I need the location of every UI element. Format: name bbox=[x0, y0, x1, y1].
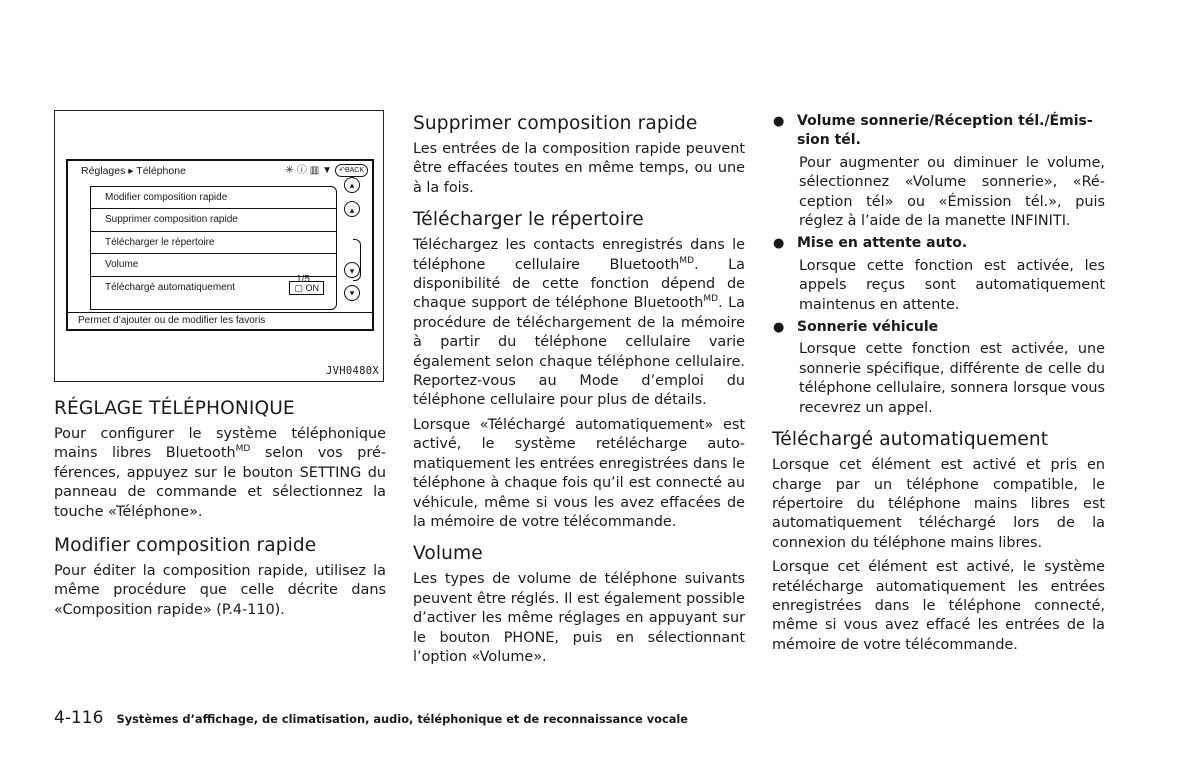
screen-breadcrumb: Réglages ▸ Téléphone bbox=[81, 165, 186, 177]
superscript: MD bbox=[703, 294, 719, 305]
bullet-text: Pour augmenter ou diminuer le volume, sélectionnez «Volume sonnerie», «Réception tél» ou «Émission tél.», puis réglez à l’aide de la manette INFINITI. bbox=[799, 154, 1105, 230]
paragraph-telecharger bbox=[413, 236, 745, 411]
menu-item-volume[interactable]: Volume bbox=[91, 254, 336, 276]
superscript: MD bbox=[679, 255, 695, 266]
bullet-text: Lorsque cette fonction est activée, les appels reçus sont automatiquement maintenus en attente. bbox=[799, 257, 1105, 313]
bullet-dot-icon: ● bbox=[773, 236, 785, 252]
text-run: Téléchargez les contacts enregistrés dans le téléphone cellulaire Bluetooth bbox=[413, 237, 745, 273]
paragraph-volume: Les types de volume de téléphone suivants peuvent être réglés. Il est également possible d’activer les même réglages en appuyant sur le bouton PHONE, puis en sélectionnant l’option «Volume». bbox=[413, 571, 745, 665]
section-heading-reglage: RÉGLAGE TÉLÉPHONIQUE bbox=[54, 398, 295, 419]
subheading-modifier: Modifier composition rapide bbox=[54, 535, 317, 557]
paragraph-auto-2: Lorsque cet élément est activé, le système retélécharge automatiquement les entrées enregistrées dans le téléphone connecté, même si vous avez effacé les entrées de la mémoire de votre télécommande. bbox=[772, 559, 1105, 653]
subheading-volume: Volume bbox=[413, 543, 483, 565]
paragraph-auto-1: Lorsque cet élément est activé et pris en charge par un téléphone compatible, le répertoire du téléphone mains libres est automatiquement téléchargé lors de la connexion du téléphone mains libres. bbox=[772, 457, 1105, 551]
column-1 bbox=[54, 397, 386, 620]
scroll-up-button[interactable] bbox=[344, 201, 360, 217]
battery-icon: ▥ bbox=[309, 164, 320, 176]
bullet-text: Lorsque cette fonction est activée, une sonnerie spécifique, différente de celle du téléphone cellulaire, sonnera lorsque vous recevrez un appel. bbox=[799, 341, 1105, 416]
chapter-title: Systèmes d’affichage, de climatisation, audio, téléphonique et de reconnaissance vocale bbox=[116, 712, 689, 726]
checkbox-icon: ▢ bbox=[294, 282, 303, 293]
down-arrow-icon: ▾ bbox=[349, 266, 355, 276]
screen-hint: Permet d’ajouter ou de modifier les favoris bbox=[68, 312, 372, 329]
menu-item-telecharger[interactable]: Télécharger le répertoire bbox=[91, 232, 336, 254]
scroll-down-button[interactable] bbox=[344, 262, 360, 278]
subheading-supprimer: Supprimer composition rapide bbox=[413, 113, 698, 134]
bullet-dot-icon: ● bbox=[773, 320, 785, 336]
page-footer bbox=[54, 708, 688, 728]
menu-item-modifier[interactable]: Modifier composition rapide bbox=[91, 187, 336, 209]
screen-illustration bbox=[54, 110, 384, 382]
back-arrow-icon: ↶ bbox=[339, 167, 345, 174]
double-down-icon: ⯆ bbox=[348, 289, 356, 299]
menu-item-label: Téléchargé automatiquement bbox=[105, 281, 236, 293]
text-run: . La procédure de téléchargement de la mémoire à partir du téléphone cellulaire varie également selon chaque téléphone cellulaire. Reportez-vous au Mode d’emploi du téléphone cellulaire pour plus de détails. bbox=[413, 295, 745, 409]
phone-status-icon: ⓘ bbox=[296, 164, 307, 176]
column-2 bbox=[413, 112, 745, 667]
scroll-bottom-button[interactable] bbox=[344, 285, 360, 301]
bluetooth-icon: ✳ bbox=[285, 164, 294, 176]
status-icons bbox=[285, 164, 368, 177]
superscript: MD bbox=[235, 444, 251, 455]
text-run: Pour configurer le système téléphonique mains libres Bluetooth bbox=[54, 426, 386, 462]
screen-top-bar bbox=[68, 161, 372, 181]
paragraph-supprimer: Les entrées de la composition rapide peuvent être effacées toutes en même temps, ou une à la fois. bbox=[413, 141, 745, 196]
display-screen bbox=[66, 159, 374, 331]
signal-icon: ▼ bbox=[322, 164, 333, 176]
column-3 bbox=[772, 112, 1105, 655]
bullet-title: Mise en attente auto. bbox=[797, 235, 968, 252]
bullet-volume-sonnerie bbox=[772, 112, 1105, 151]
toggle-label: ON bbox=[305, 282, 319, 293]
figure-code: JVH0480X bbox=[326, 365, 379, 377]
scroll-top-button[interactable] bbox=[344, 177, 360, 193]
up-arrow-icon: ▴ bbox=[349, 205, 355, 215]
subheading-telecharger: Télécharger le répertoire bbox=[413, 209, 644, 231]
back-button[interactable] bbox=[335, 164, 368, 177]
paragraph-reglage bbox=[54, 425, 386, 522]
back-label: BACK bbox=[344, 167, 364, 174]
paragraph-telecharger-auto: Lorsque «Téléchargé automatiquement» est activé, le système retélécharge automatiquement les entrées enregistrées dans le téléphone à chaque fois qu’il est connecté au véhicule, même si vous les avez effacées de la mémoire de votre télécommande. bbox=[413, 416, 745, 530]
bullet-mise-en-attente bbox=[772, 234, 1105, 253]
bullet-title: Volume sonnerie/Réception tél./Émission tél. bbox=[797, 113, 1093, 149]
bullet-title: Sonnerie véhicule bbox=[797, 319, 939, 336]
menu-item-supprimer[interactable]: Supprimer composition rapide bbox=[91, 209, 336, 231]
paragraph-modifier: Pour éditer la composition rapide, utilisez la même procédure que celle décrite dans «Composition rapide» (P.4-110). bbox=[54, 563, 386, 618]
bullet-dot-icon: ● bbox=[773, 114, 785, 129]
page-number: 4-116 bbox=[54, 708, 104, 728]
bullet-sonnerie-vehicule bbox=[772, 318, 1105, 337]
page-indicator: 1/5 bbox=[296, 274, 310, 285]
double-up-icon: ⯅ bbox=[348, 181, 356, 191]
subheading-auto-download: Téléchargé automatiquement bbox=[772, 429, 1049, 451]
text-run: . La disponibilité de cette fonction dépend de chaque support de téléphone Bluetooth bbox=[413, 256, 745, 312]
text-run: selon vos préférences, appuyez sur le bouton SETTING du panneau de commande et sélectionnez la touche «Téléphone». bbox=[54, 445, 387, 520]
settings-menu bbox=[90, 186, 337, 310]
